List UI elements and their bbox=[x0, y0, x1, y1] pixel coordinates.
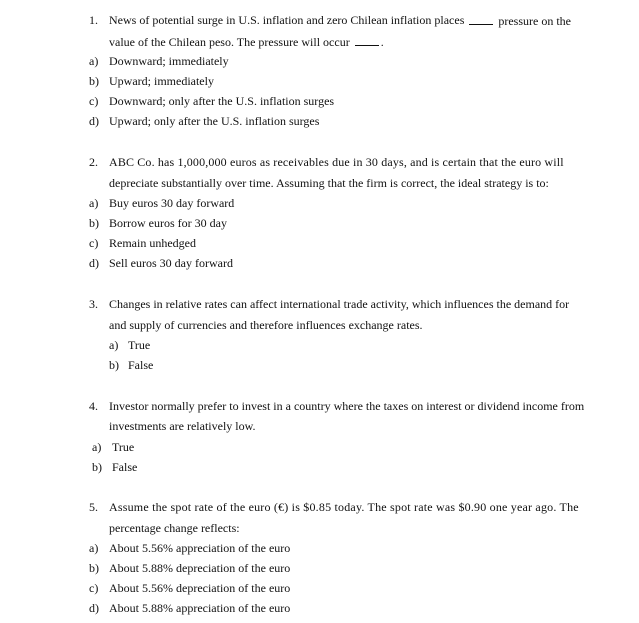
option-letter: c) bbox=[89, 581, 99, 595]
option-text: About 5.56% appreciation of the euro bbox=[109, 541, 291, 555]
option-text: About 5.56% depreciation of the euro bbox=[109, 581, 291, 595]
option-letter: d) bbox=[89, 601, 99, 615]
question-text-line-2: percentage change reflects: bbox=[109, 521, 240, 535]
blank-line-wrapper bbox=[467, 13, 571, 28]
option-text: False bbox=[128, 358, 154, 372]
option-text: Upward; immediately bbox=[109, 74, 214, 88]
question-text-line-2: and supply of currencies and therefore influences exchange rates. bbox=[109, 318, 423, 332]
option-letter: a) bbox=[89, 196, 99, 210]
option-letter: b) bbox=[89, 74, 99, 88]
option-letter: a) bbox=[109, 338, 119, 352]
question-text-line-2 bbox=[109, 34, 384, 49]
option-letter: b) bbox=[109, 358, 119, 372]
option-text: Downward; immediately bbox=[109, 54, 229, 68]
question-number: 3. bbox=[89, 297, 98, 311]
option-text: Downward; only after the U.S. inflation surges bbox=[109, 94, 335, 108]
option-letter: b) bbox=[92, 460, 102, 474]
option-text: Borrow euros for 30 day bbox=[109, 216, 227, 230]
question-text-segment: . bbox=[380, 35, 384, 49]
option-text: Buy euros 30 day forward bbox=[109, 196, 235, 210]
question-text-line-1: Assume the spot rate of the euro (€) is $0.85 today. The spot rate was $0.90 one year ago. The bbox=[109, 500, 579, 514]
option-letter: a) bbox=[89, 54, 99, 68]
answer-blank bbox=[469, 13, 493, 25]
question-text-segment: pressure on the bbox=[498, 14, 571, 28]
question-number: 1. bbox=[89, 13, 98, 27]
question-text-segment: News of potential surge in U.S. inflation and zero Chilean inflation places bbox=[109, 13, 465, 27]
option-letter: d) bbox=[89, 114, 99, 128]
option-letter: c) bbox=[89, 236, 99, 250]
question-number: 2. bbox=[89, 155, 98, 169]
option-text: About 5.88% appreciation of the euro bbox=[109, 601, 291, 615]
option-text: Remain unhedged bbox=[109, 236, 196, 250]
option-text: Upward; only after the U.S. inflation surges bbox=[109, 114, 320, 128]
option-text: True bbox=[112, 440, 135, 454]
option-text: About 5.88% depreciation of the euro bbox=[109, 561, 291, 575]
answer-blank bbox=[355, 34, 379, 46]
question-text-segment: value of the Chilean peso. The pressure will occur bbox=[109, 35, 350, 49]
question-number: 4. bbox=[89, 399, 98, 413]
question-text-line-2: depreciate substantially over time. Assuming that the firm is correct, the ideal strategy is to: bbox=[109, 176, 549, 190]
option-text: False bbox=[112, 460, 138, 474]
option-letter: a) bbox=[89, 541, 99, 555]
question-text-line-2: investments are relatively low. bbox=[109, 419, 256, 433]
option-letter: c) bbox=[89, 94, 99, 108]
option-text: True bbox=[128, 338, 151, 352]
option-letter: b) bbox=[89, 216, 99, 230]
option-letter: b) bbox=[89, 561, 99, 575]
question-text-line-1: Investor normally prefer to invest in a country where the taxes on interest or dividend income from bbox=[109, 399, 585, 413]
question-number: 5. bbox=[89, 500, 98, 514]
question-text-line-1 bbox=[109, 13, 571, 28]
question-text-line-1: Changes in relative rates can affect international trade activity, which influences the demand for bbox=[109, 297, 570, 311]
question-text-line-1: ABC Co. has 1,000,000 euros as receivables due in 30 days, and is certain that the euro will bbox=[109, 155, 564, 169]
option-text: Sell euros 30 day forward bbox=[109, 256, 233, 270]
option-letter: d) bbox=[89, 256, 99, 270]
option-letter: a) bbox=[92, 440, 102, 454]
